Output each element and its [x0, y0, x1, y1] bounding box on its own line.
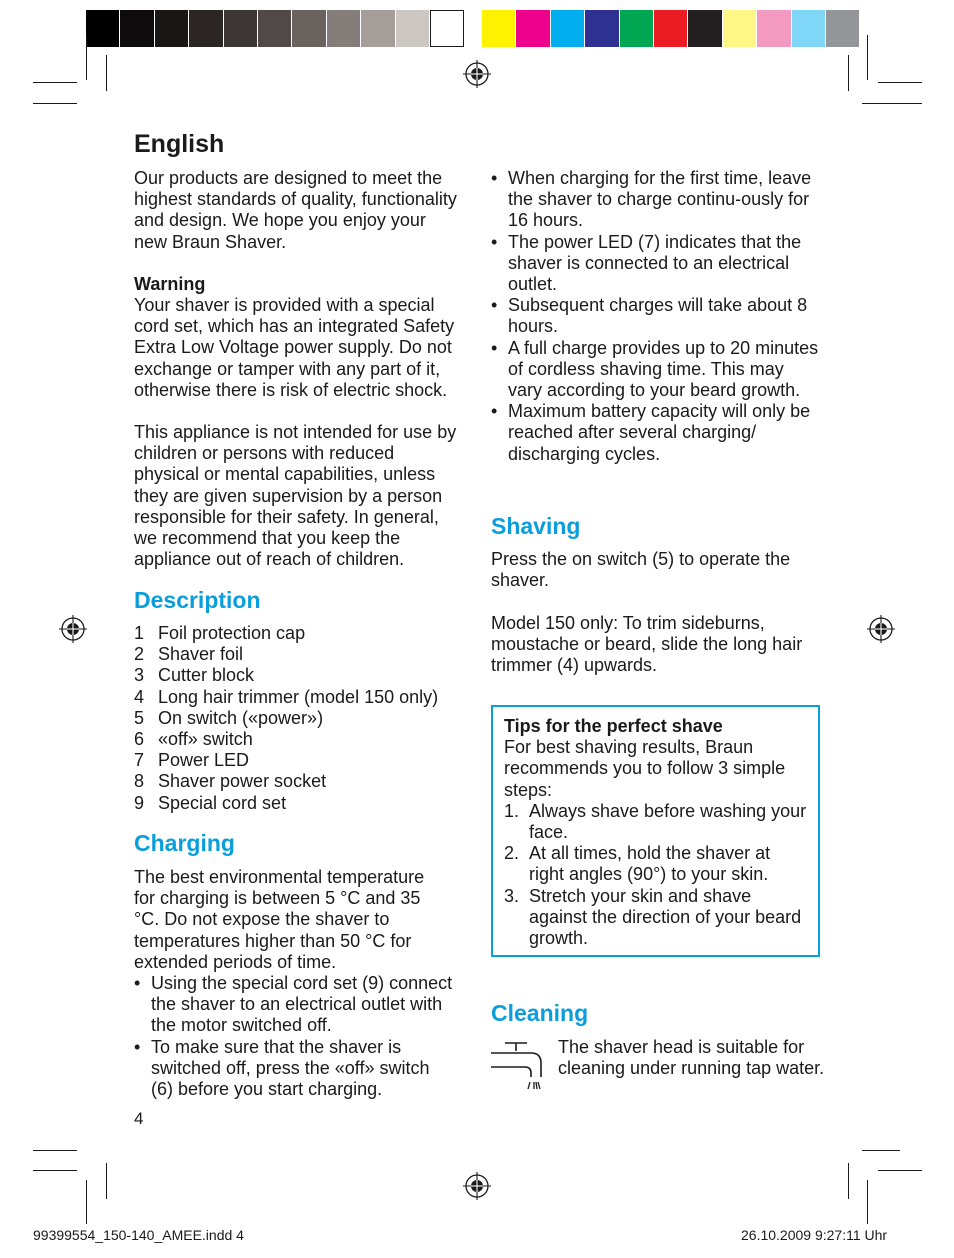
item-label: On switch («power») — [158, 707, 324, 728]
color-swatch — [620, 10, 654, 47]
item-label: Stretch your skin and shave against the direction of your beard growth. — [529, 885, 802, 949]
list-item — [134, 793, 464, 814]
item-label: Special cord set — [158, 792, 287, 813]
color-swatch — [482, 10, 516, 47]
crop-mark — [867, 35, 868, 80]
color-swatch — [258, 10, 292, 47]
color-swatch — [792, 10, 826, 47]
item-number: 1 — [134, 623, 145, 643]
item-label: Cutter block — [158, 665, 255, 686]
list-item: • To make sure that the shaver is switched off, press the «off» switch (6) before you start charging. — [134, 1037, 454, 1101]
trimmer-paragraph: Model 150 only: To trim sideburns, moustache or beard, slide the long hair trimmer (4) upwards. — [491, 613, 803, 676]
list-item — [134, 708, 464, 729]
list-item — [134, 687, 464, 708]
color-swatch — [189, 10, 223, 47]
color-swatch — [723, 10, 757, 47]
crop-mark — [848, 55, 849, 91]
item-label: At all times, hold the shaver at right angles (90°) to your skin. — [529, 843, 771, 885]
item-number: 2 — [134, 644, 145, 665]
warning-heading: Warning — [134, 274, 206, 294]
color-swatch — [551, 10, 585, 47]
charging-heading: Charging — [134, 830, 235, 856]
page-number: 4 — [134, 1109, 144, 1128]
crop-mark — [33, 1150, 77, 1151]
item-number: 8 — [134, 771, 145, 792]
charging-bullets — [134, 973, 454, 1100]
tips-intro: For best shaving results, Braun recommends you to follow 3 simple steps: — [504, 737, 786, 800]
crop-mark — [862, 103, 922, 104]
color-swatch — [155, 10, 189, 47]
tips-heading: Tips for the perfect shave — [504, 716, 723, 736]
shaving-heading: Shaving — [491, 513, 581, 539]
cleaning-paragraph: The shaver head is suitable for cleaning under running tap water. — [558, 1037, 825, 1079]
list-item — [134, 750, 464, 771]
charging-bullets-continued — [491, 168, 821, 465]
shaving-paragraph: Press the on switch (5) to operate the shaver. — [491, 549, 791, 591]
crop-mark — [106, 1163, 107, 1199]
color-swatch — [585, 10, 619, 47]
registration-mark-icon — [463, 1172, 491, 1200]
item-number: 6 — [134, 729, 145, 750]
description-heading: Description — [134, 587, 261, 613]
list-item — [134, 644, 464, 665]
color-swatch — [327, 10, 361, 47]
item-number: 1. — [504, 800, 520, 821]
description-list — [134, 623, 464, 814]
page-title: English — [134, 130, 225, 158]
item-label: Always shave before washing your face. — [529, 800, 807, 843]
registration-mark-icon — [463, 60, 491, 88]
crop-mark — [867, 1180, 868, 1224]
item-label: Shaver foil — [158, 644, 244, 665]
color-calibration-bar-grayscale — [86, 10, 464, 47]
list-item — [134, 771, 464, 792]
list-item: • The power LED (7) indicates that the shaver is connected to an electrical outlet. — [491, 232, 821, 296]
item-number: 5 — [134, 707, 145, 728]
item-number: 3 — [134, 665, 145, 686]
cleaning-heading: Cleaning — [491, 1000, 589, 1026]
list-item: • Using the special cord set (9) connect the shaver to an electrical outlet with the motor switched off. — [134, 973, 454, 1037]
item-number: 7 — [134, 750, 145, 771]
list-item — [134, 729, 464, 750]
list-item: • Subsequent charges will take about 8 hours. — [491, 295, 821, 337]
color-swatch — [516, 10, 550, 47]
crop-mark — [33, 82, 77, 83]
registration-mark-icon — [867, 615, 895, 643]
color-swatch — [654, 10, 688, 47]
color-swatch — [396, 10, 430, 47]
list-item — [504, 886, 808, 950]
list-item — [134, 665, 464, 686]
item-label: Power LED — [158, 750, 250, 771]
registration-mark-icon — [59, 615, 87, 643]
item-label: «off» switch — [158, 729, 253, 750]
color-swatch — [757, 10, 791, 47]
color-swatch — [86, 10, 120, 47]
item-number: 2. — [504, 843, 520, 864]
print-date: 26.10.2009 9:27:11 Uhr — [741, 1227, 888, 1243]
item-number: 4 — [134, 686, 145, 707]
safety-paragraph: This appliance is not intended for use by children or persons with reduced physical or mental capabilities, unless they are given supervision by a person responsible for their safety. In general, we recommend that you keep the appliance out of reach of children. — [134, 422, 457, 570]
item-label: Long hair trimmer (model 150 only) — [158, 686, 439, 707]
crop-mark — [33, 103, 77, 104]
crop-mark — [86, 1180, 87, 1224]
list-item — [504, 843, 808, 885]
list-item: • When charging for the first time, leave the shaver to charge continu-ously for 16 hours. — [491, 168, 821, 232]
warning-paragraph: Your shaver is provided with a special cord set, which has an integrated Safety Extra Low Voltage power supply. Do not exchange or tamper with any part of it, otherwise there is risk of electric shock. — [134, 295, 455, 400]
color-swatch — [120, 10, 154, 47]
crop-mark — [33, 1170, 77, 1171]
color-swatch — [292, 10, 326, 47]
color-swatch — [224, 10, 258, 47]
crop-mark — [848, 1163, 849, 1199]
item-label: Foil protection cap — [158, 623, 306, 643]
item-number: 3. — [504, 885, 520, 906]
crop-mark — [862, 1150, 900, 1151]
charging-paragraph: The best environmental temperature for charging is between 5 °C and 35 °C. Do not expose the shaver to temperatures higher than 50 °C for extended periods of time. — [134, 867, 425, 972]
color-swatch — [688, 10, 722, 47]
list-item — [504, 801, 808, 843]
crop-mark — [878, 82, 922, 83]
list-item: • A full charge provides up to 20 minutes of cordless shaving time. This may vary according to your beard growth. — [491, 338, 821, 402]
color-swatch — [826, 10, 860, 47]
crop-mark — [106, 55, 107, 91]
file-info: 99399554_150-140_AMEE.indd 4 — [33, 1227, 244, 1243]
crop-mark — [878, 1170, 922, 1171]
color-calibration-bar-colors — [482, 10, 860, 47]
water-tap-icon — [491, 1037, 547, 1093]
item-label: Shaver power socket — [158, 771, 327, 792]
tips-list — [504, 801, 808, 949]
list-item — [134, 623, 464, 644]
item-number: 9 — [134, 792, 145, 813]
list-item: • Maximum battery capacity will only be reached after several charging/ discharging cycles. — [491, 401, 821, 465]
color-swatch — [361, 10, 395, 47]
color-swatch — [430, 10, 464, 47]
crop-mark — [86, 35, 87, 80]
intro-paragraph: Our products are designed to meet the highest standards of quality, functionality and design. We hope you enjoy your new Braun Shaver. — [134, 168, 457, 252]
tips-box — [491, 705, 820, 957]
